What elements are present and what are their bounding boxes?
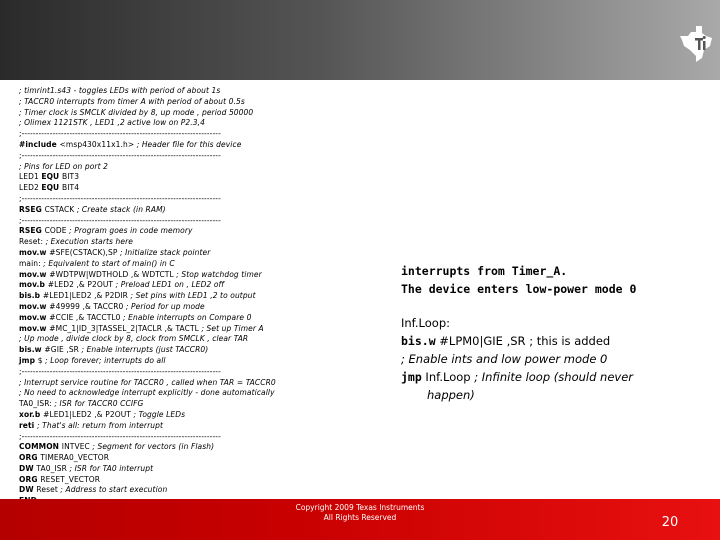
code-segment: #MC_1|ID_3|TASSEL_2|TACLR ,& TACTL: [49, 323, 202, 333]
code-segment: mov.w: [19, 301, 50, 311]
code-segment: ; No need to acknowledge interrupt explicitly - done automatically: [19, 388, 275, 398]
right-text-panel: [401, 262, 701, 404]
code-line: [19, 421, 379, 432]
code-line: [19, 388, 379, 399]
code-segment: mov.b: [19, 280, 48, 290]
code-segment: TIMERA0_VECTOR: [40, 453, 110, 463]
code-segment: LED1: [19, 172, 42, 182]
code-segment: Reset:: [19, 237, 46, 247]
code-segment: ; Header file for this device: [136, 139, 242, 149]
description-line-1: interrupts from Timer_A.: [401, 264, 568, 278]
code-segment: ; Enable interrupts (just TACCR0): [81, 345, 209, 355]
jmp-keyword: jmp: [401, 370, 422, 384]
code-segment: #SFE(CSTACK),SP: [49, 247, 120, 257]
code-segment: ;-----------------------------------------------------------------------: [19, 129, 221, 139]
code-segment: mov.w: [19, 323, 50, 333]
code-line: [19, 313, 379, 324]
code-segment: ; Equivalent to start of main() in C: [43, 258, 175, 268]
code-line: [19, 378, 379, 389]
code-segment: ;-----------------------------------------------------------------------: [19, 366, 221, 376]
jmp-comment-2: happen): [427, 388, 475, 402]
code-segment: INTVEC: [61, 442, 93, 452]
header-band: [0, 0, 720, 80]
page-number: 20: [661, 515, 679, 530]
code-segment: DW: [19, 463, 37, 473]
enable-comment: [401, 350, 701, 368]
code-line: [19, 485, 379, 496]
code-segment: ; Set pins with LED1 ,2 to output: [130, 291, 256, 301]
bis-operands: #LPM0|GIE ,SR ; this is added: [435, 334, 611, 348]
code-line: [19, 475, 379, 486]
code-segment: ; Enable interrupts on Compare 0: [123, 312, 252, 322]
code-segment: CODE: [44, 226, 70, 236]
code-segment: ; Initialize stack pointer: [120, 247, 211, 257]
code-segment: xor.b: [19, 409, 44, 419]
jmp-comment: ; Infinite loop (should never: [474, 370, 634, 384]
code-line: [19, 453, 379, 464]
code-line: [19, 270, 379, 281]
code-segment: ;-----------------------------------------------------------------------: [19, 193, 221, 203]
code-line: [19, 291, 379, 302]
code-segment: ; Period for up mode: [125, 301, 205, 311]
assembly-code-listing: [19, 86, 379, 507]
code-line: [19, 162, 379, 173]
code-segment: RESET_VECTOR: [40, 474, 101, 484]
code-line: [19, 248, 379, 259]
code-segment: ;-----------------------------------------------------------------------: [19, 215, 221, 225]
code-segment: reti: [19, 420, 38, 430]
code-line: [19, 140, 379, 151]
code-line: [19, 205, 379, 216]
code-line: [19, 237, 379, 248]
code-segment: ; Preload LED1 on , LED2 off: [115, 280, 224, 290]
code-segment: ; timrint1.s43 - toggles LEDs with period of about 1s: [19, 86, 221, 95]
code-line: [19, 129, 379, 140]
code-line: [19, 280, 379, 291]
code-line: [19, 172, 379, 183]
code-segment: #LED2 ,& P2OUT: [47, 280, 116, 290]
code-segment: ;-----------------------------------------------------------------------: [19, 150, 221, 160]
code-segment: ; Create stack (in RAM): [76, 204, 166, 214]
code-line: [19, 183, 379, 194]
code-segment: ; Execution starts here: [45, 237, 134, 247]
code-segment: ORG: [19, 474, 41, 484]
code-segment: bis.w: [19, 345, 45, 355]
code-segment: EQU: [41, 172, 62, 182]
code-segment: ORG: [19, 453, 41, 463]
code-segment: mov.w: [19, 269, 50, 279]
code-segment: #LED1|LED2 ,& P2OUT: [43, 409, 134, 419]
code-line: [19, 464, 379, 475]
code-segment: ; Segment for vectors (in Flash): [92, 442, 215, 452]
code-segment: CSTACK: [44, 204, 77, 214]
code-segment: $: [37, 355, 46, 365]
code-segment: ; Stop watchdog timer: [176, 269, 262, 279]
jmp-comment-continued: [401, 386, 701, 404]
code-line: [19, 302, 379, 313]
code-line: [19, 410, 379, 421]
description-line-2: The device enters low-power mode 0: [401, 282, 637, 296]
code-segment: mov.w: [19, 312, 50, 322]
code-line: [19, 442, 379, 453]
bis-instruction: [401, 332, 701, 350]
code-segment: TA0_ISR: [36, 463, 70, 473]
code-line: [19, 356, 379, 367]
code-segment: #LED1|LED2 ,& P2DIR: [42, 291, 131, 301]
code-segment: ; Interrupt service routine for TACCR0 , called when TAR = TACCR0: [19, 377, 276, 387]
code-line: [19, 216, 379, 227]
code-segment: ; Pins for LED on port 2: [19, 161, 108, 171]
code-segment: RSEG: [19, 226, 45, 236]
code-segment: ; That's all: return from interrupt: [37, 420, 164, 430]
code-segment: #CCIE ,& TACCTL0: [49, 312, 124, 322]
code-segment: mov.w: [19, 247, 50, 257]
code-segment: <msp430x11x1.h>: [59, 139, 137, 149]
code-line: [19, 399, 379, 410]
code-segment: ; Olimex 1121STK , LED1 ,2 active low on P2.3,4: [19, 118, 206, 128]
code-line: [19, 334, 379, 345]
code-segment: ; Set up Timer A: [201, 323, 264, 333]
bis-keyword: bis.w: [401, 334, 436, 348]
code-segment: #GIE ,SR: [44, 345, 82, 355]
code-line: [19, 432, 379, 443]
code-line: [19, 194, 379, 205]
code-segment: BIT3: [61, 172, 80, 182]
code-segment: ; Loop forever; interrupts do all: [45, 355, 166, 365]
code-segment: ; TACCR0 interrupts from timer A with period of about 0.5s: [19, 96, 245, 106]
code-line: [19, 118, 379, 129]
code-segment: DW: [19, 485, 37, 495]
code-segment: COMMON: [19, 442, 62, 452]
code-line: [19, 324, 379, 335]
copyright-line-2: All Rights Reserved: [323, 513, 397, 522]
code-segment: ; Toggle LEDs: [133, 409, 186, 419]
code-segment: LED2: [19, 183, 42, 193]
code-line: [19, 367, 379, 378]
code-segment: ; Timer clock is SMCLK divided by 8, up mode , period 50000: [19, 107, 254, 117]
code-line: [19, 108, 379, 119]
code-segment: #include: [19, 139, 60, 149]
jmp-instruction: [401, 368, 701, 386]
code-line: [19, 345, 379, 356]
texas-instruments-logo-icon: [674, 20, 720, 66]
code-segment: main:: [19, 258, 44, 268]
code-segment: RSEG: [19, 204, 45, 214]
code-segment: #49999 ,& TACCR0: [49, 301, 126, 311]
code-segment: bis.b: [19, 291, 43, 301]
code-segment: Reset: [36, 485, 61, 495]
code-segment: #WDTPW|WDTHOLD ,& WDTCTL: [49, 269, 177, 279]
code-segment: TA0_ISR:: [19, 399, 55, 409]
jmp-target: Inf.Loop: [421, 370, 475, 384]
code-segment: ; ISR for TA0 interrupt: [69, 463, 154, 473]
code-segment: ; Up mode , divide clock by 8, clock from SMCLK , clear TAR: [19, 334, 249, 344]
code-segment: ; ISR for TACCR0 CCIFG: [54, 399, 144, 409]
code-line: [19, 259, 379, 270]
code-line: [19, 226, 379, 237]
code-segment: jmp: [19, 355, 38, 365]
code-segment: EQU: [41, 183, 62, 193]
inf-loop-label: Inf.Loop:: [401, 316, 450, 330]
code-segment: ;-----------------------------------------------------------------------: [19, 431, 221, 441]
code-line: [19, 86, 379, 97]
footer-band: [0, 499, 720, 540]
code-segment: BIT4: [61, 183, 80, 193]
code-segment: ; Address to start execution: [60, 485, 168, 495]
code-segment: ; Program goes in code memory: [69, 226, 193, 236]
code-line: [19, 97, 379, 108]
copyright: [250, 503, 470, 523]
copyright-line-1: Copyright 2009 Texas Instruments: [295, 503, 425, 512]
enable-comment-text: ; Enable ints and low power mode 0: [401, 352, 608, 366]
code-line: [19, 151, 379, 162]
